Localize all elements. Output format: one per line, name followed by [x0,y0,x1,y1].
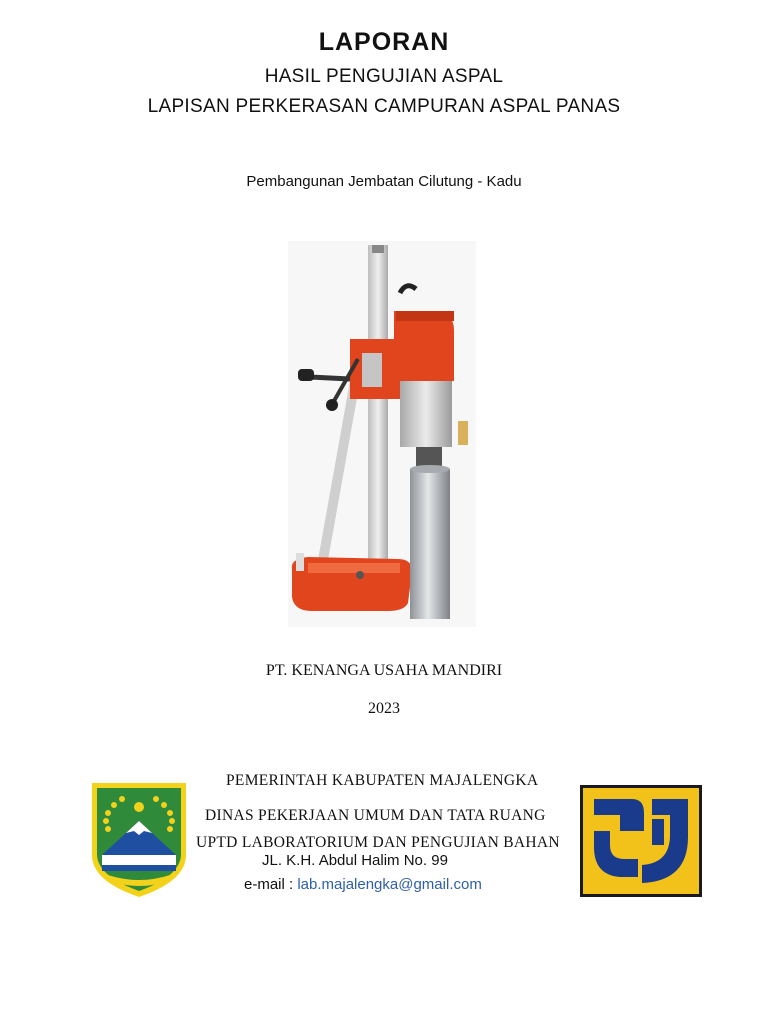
company-name: PT. KENANGA USAHA MANDIRI [265,662,503,679]
email-line [244,876,482,893]
laboratory-unit-name: UPTD LABORATORIUM DAN PENGUJIAN BAHAN [196,834,560,851]
majalengka-emblem-logo [88,777,190,899]
report-year: 2023 [368,700,400,717]
government-name: PEMERINTAH KABUPATEN MAJALENGKA [226,772,539,789]
report-subtitle-2: LAPISAN PERKERASAN CAMPURAN ASPAL PANAS [147,96,621,117]
public-works-logo [580,785,702,897]
report-subtitle-1: HASIL PENGUJIAN ASPAL [264,66,504,87]
project-name: Pembangunan Jembatan Cilutung - Kadu [246,173,522,190]
department-name: DINAS PEKERJAAN UMUM DAN TATA RUANG [205,807,546,824]
email-label: e-mail : [244,876,298,893]
core-drill-photo [288,241,476,627]
email-address[interactable]: lab.majalengka@gmail.com [297,876,482,893]
street-address: JL. K.H. Abdul Halim No. 99 [262,852,448,869]
report-title: LAPORAN [318,28,450,56]
